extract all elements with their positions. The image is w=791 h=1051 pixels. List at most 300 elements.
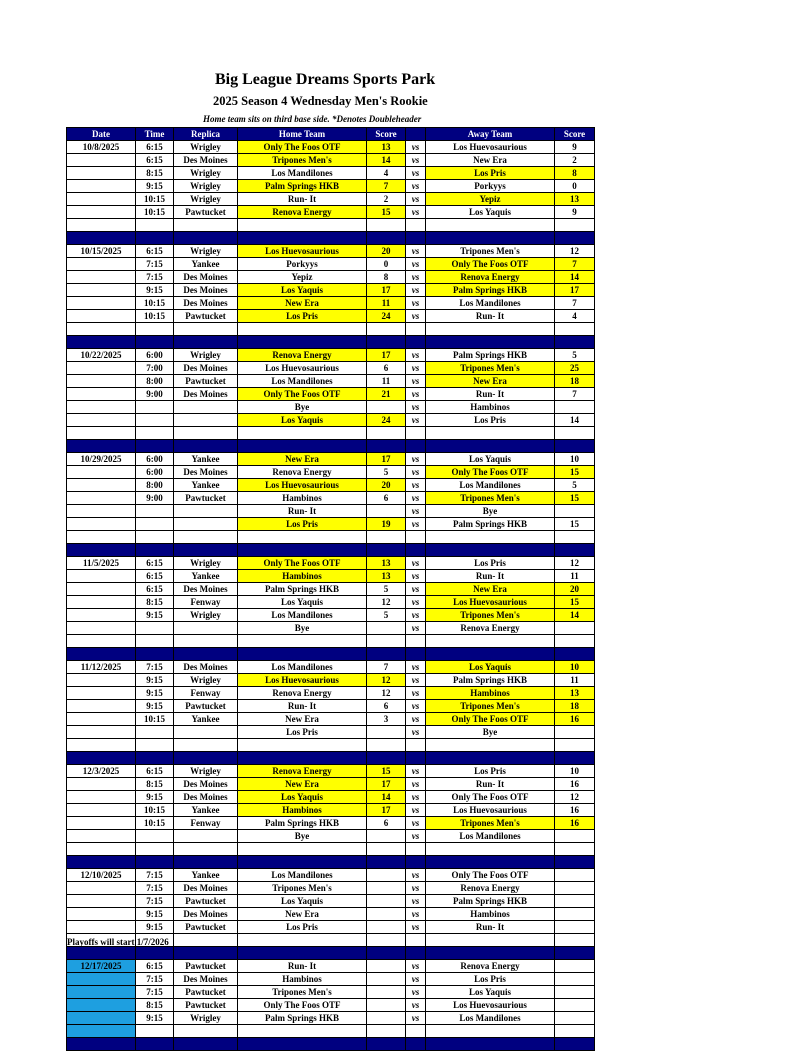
home-score-cell: 15	[367, 206, 406, 219]
home-score-cell	[367, 739, 406, 752]
vs-cell: vs	[406, 908, 426, 921]
home-team-cell: Los Pris	[238, 921, 367, 934]
home-team-cell: Los Pris	[238, 518, 367, 531]
away-score-cell	[555, 869, 595, 882]
away-team-cell: Los Yaquis	[426, 453, 555, 466]
separator-cell	[174, 232, 238, 245]
vs-cell: vs	[406, 596, 426, 609]
vs-cell: vs	[406, 141, 426, 154]
vs-cell: vs	[406, 687, 426, 700]
separator-cell	[426, 440, 555, 453]
separator-cell	[406, 947, 426, 960]
field-cell	[174, 739, 238, 752]
vs-cell: vs	[406, 973, 426, 986]
time-cell: 9:00	[136, 388, 174, 401]
table-row	[67, 154, 595, 167]
date-cell	[67, 817, 136, 830]
vs-cell: vs	[406, 245, 426, 258]
separator-cell	[555, 752, 595, 765]
table-row	[67, 921, 595, 934]
table-row	[67, 388, 595, 401]
away-team-cell: Los Huevosaurious	[426, 804, 555, 817]
home-team-cell: Palm Springs HKB	[238, 583, 367, 596]
home-score-cell: 17	[367, 453, 406, 466]
home-score-cell: 5	[367, 609, 406, 622]
home-score-cell: 12	[367, 687, 406, 700]
away-team-cell: Run- It	[426, 778, 555, 791]
col-home-score: Score	[367, 128, 406, 141]
vs-cell	[406, 323, 426, 336]
home-team-cell: Renova Energy	[238, 687, 367, 700]
home-team-cell: Palm Springs HKB	[238, 1012, 367, 1025]
field-cell: Des Moines	[174, 297, 238, 310]
home-team-cell: Tripones Men's	[238, 882, 367, 895]
home-team-cell: Los Mandilones	[238, 375, 367, 388]
time-cell: 7:15	[136, 986, 174, 999]
home-team-cell: Renova Energy	[238, 466, 367, 479]
home-team-cell	[238, 219, 367, 232]
away-team-cell: Porkyys	[426, 180, 555, 193]
field-cell: Wrigley	[174, 193, 238, 206]
home-team-cell: Only The Foos OTF	[238, 999, 367, 1012]
field-cell: Pawtucket	[174, 492, 238, 505]
home-score-cell: 17	[367, 804, 406, 817]
field-cell	[174, 830, 238, 843]
home-score-cell	[367, 908, 406, 921]
separator-cell	[367, 544, 406, 557]
home-team-cell: Los Mandilones	[238, 609, 367, 622]
vs-cell: vs	[406, 271, 426, 284]
separator-cell	[426, 232, 555, 245]
field-cell: Fenway	[174, 817, 238, 830]
time-cell: 9:15	[136, 180, 174, 193]
home-team-cell: Run- It	[238, 505, 367, 518]
home-team-cell: New Era	[238, 453, 367, 466]
field-cell	[174, 1025, 238, 1038]
home-team-cell: Yepiz	[238, 271, 367, 284]
home-score-cell: 24	[367, 310, 406, 323]
date-cell	[67, 843, 136, 856]
time-cell: 7:15	[136, 271, 174, 284]
away-score-cell: 0	[555, 180, 595, 193]
vs-cell: vs	[406, 674, 426, 687]
away-score-cell: 7	[555, 297, 595, 310]
home-score-cell	[367, 830, 406, 843]
date-cell	[67, 986, 136, 999]
time-cell	[136, 518, 174, 531]
field-cell: Des Moines	[174, 778, 238, 791]
date-cell	[67, 388, 136, 401]
vs-cell	[406, 531, 426, 544]
vs-cell: vs	[406, 778, 426, 791]
time-cell: 9:15	[136, 1012, 174, 1025]
away-score-cell	[555, 505, 595, 518]
home-team-cell: New Era	[238, 713, 367, 726]
separator-cell	[238, 440, 367, 453]
separator-cell	[174, 752, 238, 765]
away-score-cell: 25	[555, 362, 595, 375]
table-row	[67, 960, 595, 973]
home-score-cell: 0	[367, 258, 406, 271]
field-cell: Des Moines	[174, 154, 238, 167]
table-row	[67, 973, 595, 986]
table-row	[67, 141, 595, 154]
time-cell: 9:15	[136, 687, 174, 700]
table-row	[67, 713, 595, 726]
home-team-cell: Los Mandilones	[238, 167, 367, 180]
separator-cell	[136, 648, 174, 661]
home-team-cell: Bye	[238, 622, 367, 635]
away-team-cell: Los Mandilones	[426, 830, 555, 843]
date-cell	[67, 921, 136, 934]
date-cell: 10/8/2025	[67, 141, 136, 154]
home-score-cell	[367, 869, 406, 882]
home-team-cell: Hambinos	[238, 570, 367, 583]
away-team-cell: Hambinos	[426, 401, 555, 414]
home-score-cell: 3	[367, 713, 406, 726]
table-row	[67, 193, 595, 206]
away-team-cell: Only The Foos OTF	[426, 258, 555, 271]
time-cell	[136, 427, 174, 440]
field-cell: Pawtucket	[174, 960, 238, 973]
home-score-cell: 2	[367, 193, 406, 206]
table-row	[67, 908, 595, 921]
time-cell: 9:15	[136, 674, 174, 687]
separator-cell	[238, 1038, 367, 1051]
away-score-cell: 16	[555, 817, 595, 830]
table-row	[67, 375, 595, 388]
away-score-cell: 13	[555, 687, 595, 700]
away-team-cell: Only The Foos OTF	[426, 713, 555, 726]
home-score-cell: 14	[367, 791, 406, 804]
vs-cell: vs	[406, 1012, 426, 1025]
home-score-cell: 24	[367, 414, 406, 427]
away-score-cell	[555, 622, 595, 635]
vs-cell: vs	[406, 817, 426, 830]
away-team-cell: Los Mandilones	[426, 479, 555, 492]
date-cell	[67, 1012, 136, 1025]
vs-cell: vs	[406, 583, 426, 596]
field-cell: Wrigley	[174, 245, 238, 258]
away-score-cell	[555, 895, 595, 908]
date-cell	[67, 1025, 136, 1038]
table-row	[67, 570, 595, 583]
date-cell	[67, 193, 136, 206]
home-team-cell: Palm Springs HKB	[238, 817, 367, 830]
date-cell: 10/22/2025	[67, 349, 136, 362]
vs-cell: vs	[406, 791, 426, 804]
date-cell	[67, 895, 136, 908]
away-team-cell: Renova Energy	[426, 882, 555, 895]
table-row	[67, 401, 595, 414]
date-cell	[67, 908, 136, 921]
date-cell	[67, 362, 136, 375]
date-cell	[67, 167, 136, 180]
date-cell	[67, 609, 136, 622]
separator-cell	[406, 752, 426, 765]
separator-cell	[136, 544, 174, 557]
home-team-cell	[238, 934, 367, 947]
time-cell	[136, 531, 174, 544]
home-team-cell: Tripones Men's	[238, 154, 367, 167]
table-row	[67, 414, 595, 427]
separator-cell	[136, 856, 174, 869]
time-cell: 10:15	[136, 193, 174, 206]
time-cell: 6:00	[136, 453, 174, 466]
date-cell	[67, 284, 136, 297]
schedule-note: Home team sits on third base side. *Denotes Doubleheader	[203, 114, 422, 124]
away-score-cell: 14	[555, 271, 595, 284]
table-row	[67, 674, 595, 687]
separator-cell	[426, 856, 555, 869]
vs-cell: vs	[406, 570, 426, 583]
table-row	[67, 661, 595, 674]
date-cell	[67, 518, 136, 531]
table-row	[67, 765, 595, 778]
vs-cell: vs	[406, 492, 426, 505]
time-cell: 6:15	[136, 245, 174, 258]
table-row	[67, 180, 595, 193]
table-row	[67, 271, 595, 284]
date-cell	[67, 713, 136, 726]
date-cell	[67, 570, 136, 583]
away-score-cell: 8	[555, 167, 595, 180]
table-row	[67, 349, 595, 362]
vs-cell: vs	[406, 479, 426, 492]
date-cell: 12/3/2025	[67, 765, 136, 778]
home-team-cell: New Era	[238, 908, 367, 921]
field-cell: Des Moines	[174, 466, 238, 479]
home-score-cell	[367, 921, 406, 934]
separator-cell	[406, 1038, 426, 1051]
home-score-cell	[367, 843, 406, 856]
away-score-cell: 7	[555, 258, 595, 271]
table-row	[67, 830, 595, 843]
home-score-cell	[367, 973, 406, 986]
date-cell	[67, 323, 136, 336]
home-score-cell	[367, 219, 406, 232]
field-cell	[174, 427, 238, 440]
date-cell	[67, 180, 136, 193]
field-cell	[174, 635, 238, 648]
vs-cell: vs	[406, 505, 426, 518]
separator-cell	[238, 544, 367, 557]
away-team-cell: Palm Springs HKB	[426, 284, 555, 297]
away-score-cell	[555, 843, 595, 856]
date-cell	[67, 687, 136, 700]
home-team-cell: Los Yaquis	[238, 791, 367, 804]
away-score-cell: 14	[555, 414, 595, 427]
home-team-cell: Bye	[238, 830, 367, 843]
away-team-cell: Tripones Men's	[426, 609, 555, 622]
time-cell: 8:00	[136, 375, 174, 388]
vs-cell: vs	[406, 661, 426, 674]
away-team-cell: Los Yaquis	[426, 986, 555, 999]
home-team-cell: Renova Energy	[238, 349, 367, 362]
away-team-cell: New Era	[426, 154, 555, 167]
away-team-cell: Los Pris	[426, 414, 555, 427]
date-cell	[67, 739, 136, 752]
table-row	[67, 297, 595, 310]
home-score-cell: 6	[367, 362, 406, 375]
separator-cell	[67, 856, 136, 869]
date-cell	[67, 414, 136, 427]
table-row	[67, 245, 595, 258]
separator-cell	[67, 440, 136, 453]
separator-cell	[238, 232, 367, 245]
separator-cell	[67, 544, 136, 557]
week-separator	[67, 947, 595, 960]
table-row	[67, 596, 595, 609]
separator-cell	[238, 752, 367, 765]
home-score-cell	[367, 960, 406, 973]
vs-cell: vs	[406, 713, 426, 726]
home-team-cell	[238, 531, 367, 544]
away-score-cell: 12	[555, 791, 595, 804]
separator-cell	[367, 440, 406, 453]
separator-cell	[555, 1038, 595, 1051]
table-row	[67, 583, 595, 596]
week-separator	[67, 1038, 595, 1051]
vs-cell	[406, 843, 426, 856]
away-score-cell	[555, 1025, 595, 1038]
away-team-cell: Renova Energy	[426, 622, 555, 635]
table-row	[67, 557, 595, 570]
time-cell: 8:00	[136, 479, 174, 492]
away-team-cell: Los Pris	[426, 973, 555, 986]
field-cell	[174, 414, 238, 427]
field-cell	[174, 323, 238, 336]
vs-cell: vs	[406, 986, 426, 999]
home-score-cell: 5	[367, 466, 406, 479]
date-cell	[67, 479, 136, 492]
field-cell: Wrigley	[174, 557, 238, 570]
away-team-cell: Los Huevosaurious	[426, 999, 555, 1012]
vs-cell: vs	[406, 180, 426, 193]
field-cell: Des Moines	[174, 284, 238, 297]
table-row	[67, 1025, 595, 1038]
field-cell: Des Moines	[174, 791, 238, 804]
away-score-cell	[555, 726, 595, 739]
table-row	[67, 1012, 595, 1025]
time-cell: 7:00	[136, 362, 174, 375]
away-score-cell: 9	[555, 141, 595, 154]
away-team-cell: Los Huevosaurious	[426, 141, 555, 154]
home-team-cell: Run- It	[238, 700, 367, 713]
date-cell	[67, 219, 136, 232]
away-score-cell: 7	[555, 388, 595, 401]
field-cell	[174, 401, 238, 414]
home-team-cell: Palm Springs HKB	[238, 180, 367, 193]
field-cell: Yankee	[174, 713, 238, 726]
date-cell	[67, 791, 136, 804]
page-title: Big League Dreams Sports Park	[215, 71, 436, 88]
home-score-cell	[367, 1012, 406, 1025]
week-separator	[67, 752, 595, 765]
away-team-cell	[426, 1025, 555, 1038]
date-cell	[67, 583, 136, 596]
away-team-cell: Run- It	[426, 921, 555, 934]
separator-cell	[426, 947, 555, 960]
field-cell	[174, 726, 238, 739]
home-team-cell	[238, 427, 367, 440]
time-cell	[136, 726, 174, 739]
away-score-cell	[555, 635, 595, 648]
vs-cell: vs	[406, 999, 426, 1012]
time-cell: 9:15	[136, 908, 174, 921]
field-cell: Des Moines	[174, 388, 238, 401]
vs-cell: vs	[406, 206, 426, 219]
home-score-cell: 15	[367, 765, 406, 778]
time-cell: 10:15	[136, 817, 174, 830]
separator-cell	[555, 947, 595, 960]
home-score-cell	[367, 999, 406, 1012]
home-score-cell: 4	[367, 167, 406, 180]
week-separator	[67, 336, 595, 349]
time-cell: 7:15	[136, 869, 174, 882]
away-score-cell: 15	[555, 492, 595, 505]
date-cell	[67, 999, 136, 1012]
date-cell	[67, 258, 136, 271]
away-team-cell: Palm Springs HKB	[426, 518, 555, 531]
home-team-cell: Porkyys	[238, 258, 367, 271]
vs-cell: vs	[406, 258, 426, 271]
away-score-cell	[555, 960, 595, 973]
field-cell	[174, 505, 238, 518]
home-team-cell: Hambinos	[238, 492, 367, 505]
vs-cell: vs	[406, 349, 426, 362]
week-separator	[67, 856, 595, 869]
table-row	[67, 895, 595, 908]
table-row	[67, 739, 595, 752]
home-team-cell: Renova Energy	[238, 206, 367, 219]
separator-cell	[555, 544, 595, 557]
table-row	[67, 258, 595, 271]
separator-cell	[367, 947, 406, 960]
vs-cell	[406, 219, 426, 232]
away-team-cell	[426, 739, 555, 752]
away-score-cell	[555, 427, 595, 440]
home-score-cell	[367, 505, 406, 518]
away-score-cell: 5	[555, 479, 595, 492]
table-row	[67, 700, 595, 713]
date-cell	[67, 401, 136, 414]
field-cell: Yankee	[174, 258, 238, 271]
week-separator	[67, 648, 595, 661]
home-score-cell: 13	[367, 570, 406, 583]
away-score-cell: 11	[555, 570, 595, 583]
time-cell	[136, 843, 174, 856]
table-row	[67, 284, 595, 297]
home-team-cell: Los Huevosaurious	[238, 362, 367, 375]
time-cell: 6:15	[136, 960, 174, 973]
home-team-cell	[238, 739, 367, 752]
date-cell: 11/12/2025	[67, 661, 136, 674]
away-score-cell: 12	[555, 245, 595, 258]
vs-cell	[406, 934, 426, 947]
date-cell	[67, 622, 136, 635]
table-row	[67, 466, 595, 479]
date-cell: 10/15/2025	[67, 245, 136, 258]
date-cell	[67, 271, 136, 284]
away-team-cell	[426, 635, 555, 648]
home-team-cell	[238, 323, 367, 336]
table-row	[67, 531, 595, 544]
time-cell	[136, 635, 174, 648]
away-team-cell: Yepiz	[426, 193, 555, 206]
vs-cell: vs	[406, 557, 426, 570]
away-team-cell: Tripones Men's	[426, 817, 555, 830]
